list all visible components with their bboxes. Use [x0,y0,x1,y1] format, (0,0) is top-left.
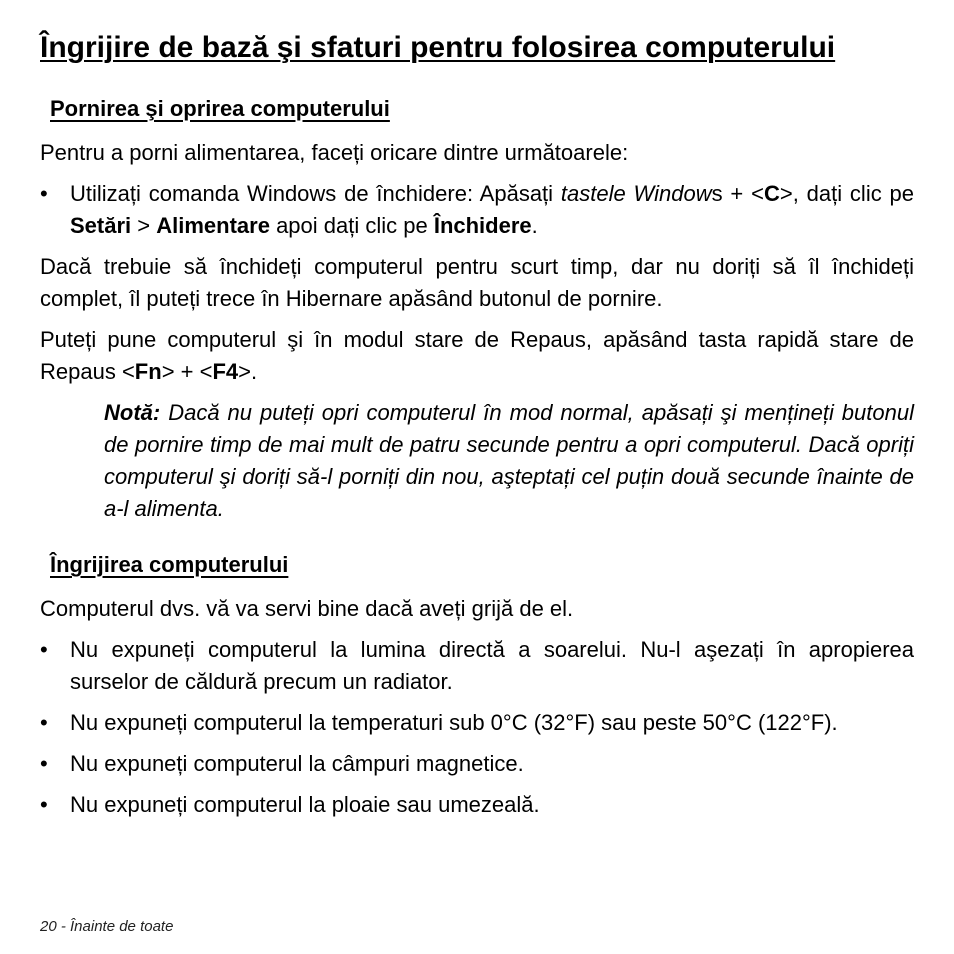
shutdown-text-a: Utilizați comanda Windows de închidere: Apăsați [70,181,561,206]
windows-keys-text: tastele Window [560,181,712,206]
shutdown-text-d: > [131,213,157,238]
care-intro: Computerul dvs. vă va servi bine dacă aveți grijă de el. [40,596,574,621]
shutdown-text-c: >, dați clic pe [779,181,915,206]
note-paragraph [104,397,914,525]
list-item-shutdown [40,178,914,242]
page-title: Îngrijire de bază şi sfaturi pentru folosirea computerului [40,31,836,64]
section-heading-care: Îngrijirea computerului [50,552,289,577]
key-fn: Fn [134,359,162,384]
sleep-text-b: > + < [161,359,213,384]
section-heading-power: Pornirea şi oprirea computerului [50,96,390,121]
list-item: • Nu expuneți computerul la lumina directă a soarelui. Nu-l aşezați în apropierea surselor de căldură precum un radiator. [40,634,914,698]
hibernate-paragraph: Dacă trebuie să închideți computerul pentru scurt timp, dar nu doriți să îl închideți complet, îl puteți trece în Hibernare apăsând butonul de pornire. [40,254,914,311]
sleep-paragraph [40,324,914,388]
note-text: Dacă nu puteți opri computerul în mod normal, apăsați şi mențineți butonul de pornire timp de mai mult de patru secunde pentru a opri computerul. Dacă opriți computerul şi doriți să-l porniți din nou, aşteptați cel puțin două secunde înainte de a-l alimenta. [104,400,914,521]
shutdown-text-f: . [531,213,538,238]
list-item: • Nu expuneți computerul la câmpuri magnetice. [40,748,914,780]
note-label: Notă: [104,400,161,425]
key-f4: F4 [212,359,239,384]
shutdown-text-e: apoi dați clic pe [269,213,434,238]
power-term: Alimentare [156,213,270,238]
key-c: C [763,181,780,206]
page-footer: 20 - Înainte de toate [40,918,174,935]
list-item: • Nu expuneți computerul la temperaturi sub 0°C (32°F) sau peste 50°C (122°F). [40,707,914,739]
sleep-text-a: Puteți pune computerul şi în modul stare de Repaus, apăsând tasta rapidă stare de Repaus < [40,327,914,384]
shutdown-term: Închidere [433,213,532,238]
settings-term: Setări [70,213,132,238]
shutdown-text-b: s + < [711,181,764,206]
power-intro: Pentru a porni alimentarea, faceți oricare dintre următoarele: [40,140,629,165]
list-item: • Nu expuneți computerul la ploaie sau umezeală. [40,789,914,821]
page-content [40,30,914,821]
sleep-text-c: >. [238,359,258,384]
